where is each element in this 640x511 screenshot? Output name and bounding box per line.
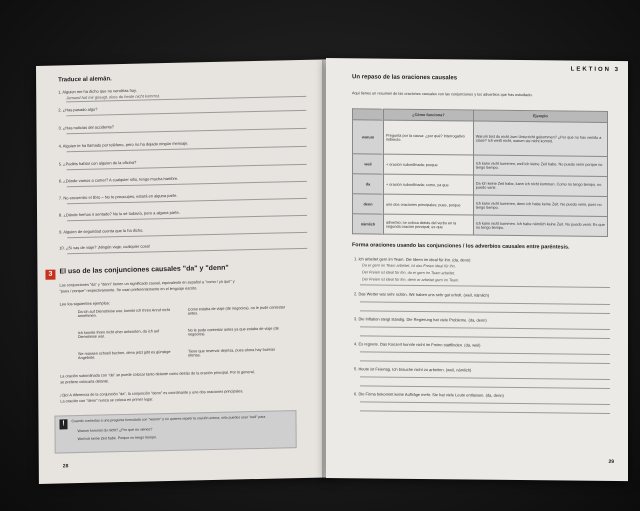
list-item: 6. ¿Dónde vamos a comer? A cualquier sitio, tengo mucha hambre. [58,175,179,184]
table-row [353,174,608,197]
handwritten-answer: Der Freien ist ideal für ihn, da er gern im Team arbeitet. [362,270,456,276]
list-item: 9. Alguien de seguridad cuenta que lo ha dicho. [59,227,144,235]
usage-cell: Pregunta por la causa: ¿por qué? Interrogativo indirecto. [384,120,474,155]
table-header: ¿Cómo funciona? [384,109,474,121]
section-title: El uso de las conjunciones causales "da" y "denn" [59,264,229,276]
answer-line [360,284,610,288]
example-de: Da ich auf Dienstreise war, konnte ich Ihren Anruf nicht annehmen. [77,307,170,319]
example-cell: Da ich keine Zeit habe, kann ich nicht kommen. Como no tengo tiempo, no puedo venir. [473,175,607,196]
right-intro: Aquí tienes un resumen de las oraciones causales con las conjunciones y los adverbios que has estudiado. [352,91,533,98]
section-number-badge: 3 [45,270,55,280]
usage-cell: une dos oraciones principales; pues, porque [384,194,474,215]
answer-line [360,360,610,364]
note-line: Warum kommst du nicht? ¿Por qué no vienes? [77,427,153,434]
intro-line: Las conjunciones "da" y "denn" tienen un significado causal, equivalente en español a "como / ya que" y [59,279,235,288]
exercise-heading: Forma oraciones usando las conjunciones / los adverbios causales entre paréntesis. [352,242,570,251]
rule-line: se prefiere colocarla delante. [60,379,109,385]
list-item: 8. ¿Dónde hemos ir sentado? No lo sé todavía, pero a alguna parte. [59,209,180,218]
example-cell: Ich kann nicht kommen, weil ich keine Zeit habe. No puedo venir porque no tengo tiempo. [473,155,607,176]
note-box [54,410,296,453]
rule-line: La oración con "denn" nunca se coloca en primer lugar. [60,397,154,404]
exclamation-icon: ! [59,419,67,429]
exercise-item: 2. Das Wetter war sehr schön. Wir haben uns sehr gut erholt. (weil, nämlich) [354,291,490,298]
exercise-item: 4. Es regnete. Das Konzert konnte nicht im Freien stattfinden. (da, weil) [354,341,481,348]
example-es: No le pude contestar antes ya que estaba de viaje (de negocios). [187,326,279,337]
exercise-item: 5. Heute ist Feiertag. Ich brauche nicht zu arbeiten. (weil, nämlich) [354,366,472,373]
answer-line [360,401,610,405]
usage-cell: + oración subordinada; como, ya que [384,174,474,195]
conjunction-cell: nämlich [353,214,384,234]
table-row [353,194,608,217]
rule-line: La oración subordinada con "da" se puede colocar tanto delante como detrás de la oración principal. Por lo general, [60,370,255,379]
list-item: 3. ¿Has noticias del accidente? [58,124,115,131]
note-line: Cuando contestas a una pregunta formulada con "warum" y no quieres repetir la oración entera, sólo puedes usar "weil" para [71,414,266,424]
table-header: Ejemplo [473,110,607,122]
conjunction-cell: warum [353,120,384,154]
list-item: 7. No encuentro el libro – No te preocupes, estará en alguna parte. [58,192,178,201]
conjunction-cell: da [353,174,384,194]
answer-line [360,326,610,330]
example-cell: Ich kann nicht kommen, denn ich habe keine Zeit. No puedo venir, pues no tengo tiempo. [473,195,607,216]
list-item: 4. Alguien te ha llamado por teléfono, pero no ha dejado ningún mensaje. [58,140,189,149]
answer-line [66,110,306,116]
examples-label: Lee los siguientes ejemplos: [59,300,110,307]
left-heading: Traduce al alemán. [58,76,112,84]
list-item: 10. ¿Si vas de viaje? ¡Ningún viaje, cualquier cosa! [59,243,151,251]
page-number: 28 [62,463,69,470]
exercise-item: 6. Die Firma bekommt keine Aufträge mehr. Sie hat viele Leute entlassen. (da, denn) [354,391,504,398]
note-line: Weil ich keine Zeit habe. Porque no tengo tiempo. [77,435,158,442]
table-header [353,109,384,120]
page-number: 29 [608,458,614,466]
causal-table [352,108,608,237]
answer-line [360,351,610,355]
usage-cell: + oración subordinada; porque [384,154,474,175]
example-cell: Ich kann nicht kommen. Ich habe nämlich keine Zeit. No puedo venir. Es que no tengo tiempo. [473,215,607,236]
answer-line [360,301,610,305]
usage-cell: adverbio; se coloca detrás del verbo en la segunda oración principal; es que [384,214,474,235]
example-de: Ich konnte Ihren nicht eher antworten, da ich auf Dienstreise war. [77,329,160,340]
list-item: 5. ¿Podéis hablar con alguien de la oficina? [58,159,137,167]
right-page [326,58,628,481]
rule-line: ¡Ojo! A diferencia de la conjunción "da", la conjunción "denn" es coordinante y une dos oraciones principales. [60,389,244,398]
answer-line [360,385,610,389]
lektion-label: LEKTION 3 [570,66,620,74]
table-row [353,120,608,157]
conjunction-cell: weil [353,154,384,174]
table-row [353,154,608,177]
answer-line [360,410,610,414]
example-es: Como estaba de viaje (de negocios), no le pude contestar antes. [187,305,286,316]
answer-line [360,376,610,380]
intro-line: "pues / porque" respectivamente. Se usan preferentemente en el lenguaje escrito. [59,286,198,294]
exercise-item: 1. Ich arbeitet gern im Team. Die Ideen im ideal für ihn. (da, denn) [354,256,471,263]
handwritten-answer: Jemand hat mir gesagt, dass du heute nicht kommst. [66,93,161,101]
answer-line [360,335,610,339]
handwritten-answer: Der Freien ist ideal für ihn, denn er arbeitet gern im Team. [362,277,460,283]
handwritten-answer: Da er gern im Team arbeitet, ist das Freien ideal für ihn. [362,263,456,269]
list-item: 2. ¿Has pasado algo? [58,106,98,113]
exercise-item: 3. Die Inflation steigt ständig. Die Regierung hat viele Probleme. (da, denn) [354,316,487,323]
list-item: 1. Alguien me ha dicho que no vendrías hoy. [58,87,137,95]
conjunction-cell: denn [353,194,384,214]
example-de: Sie müssen schnell buchen, denn jetzt gibt es günstige Angebote. [78,349,171,361]
left-page [36,59,331,484]
right-heading: Un repaso de las oraciones causales [352,74,458,82]
answer-line [360,310,610,314]
example-es: Tiene que reservar deprisa, pues ahora hay buenas ofertas. [187,347,276,358]
table-row [353,214,608,237]
example-cell: Warum bist du nicht zum Unterricht gekommen? ¿Por qué no has venido a clase? Ich weiß nicht, warum sie nicht kommt. [473,121,607,156]
